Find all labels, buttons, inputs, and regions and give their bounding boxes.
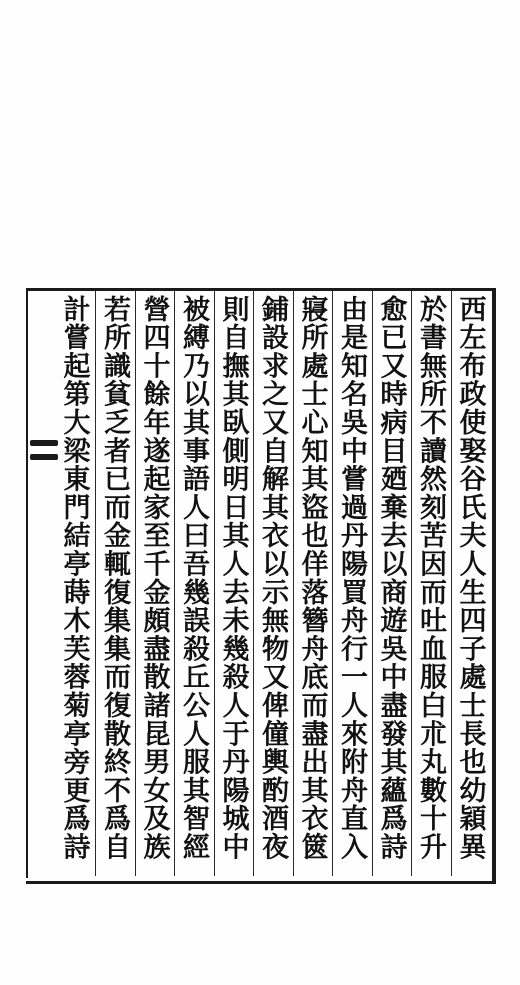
text-column xyxy=(174,291,214,876)
column-text: 西左布政使娶谷氏夫人生四子處士長也幼穎異 xyxy=(454,295,486,861)
column-text: 鋪設求之又自解其衣以示無物又俾僮輿酌酒夜 xyxy=(257,295,288,861)
column-text: 若所識貧乏者已而金輒復集集而復散終不爲自 xyxy=(99,295,130,861)
column-text: 營四十餘年遂起家至千金頗盡散諸昆男女及族 xyxy=(138,295,170,861)
text-columns xyxy=(44,291,490,876)
page-edge-strip xyxy=(26,288,42,878)
column-text: 愈已又時病目廼棄去以商遊吳中盡發其蘊爲詩 xyxy=(375,295,407,861)
text-column xyxy=(372,291,412,876)
column-text: 被縛乃以其事語人曰吾幾誤殺丘公人服其智經 xyxy=(178,295,209,861)
text-column xyxy=(451,291,491,876)
text-column xyxy=(253,291,293,876)
column-text: 由是知名吳中嘗過丹陽買舟行一人來附舟直入 xyxy=(336,295,367,861)
text-column xyxy=(411,291,451,876)
text-column xyxy=(214,291,254,876)
column-text: 則自撫其臥側明日其人去未幾殺人于丹陽城中 xyxy=(217,295,249,861)
column-text: 於書無所不讀然刻苦因而吐血服白朮丸數十升 xyxy=(415,295,446,861)
text-column xyxy=(332,291,372,876)
column-text: 寢所處士心知其盜也佯落簪舟底而盡出其衣篋 xyxy=(296,295,328,861)
text-column xyxy=(293,291,333,876)
text-column xyxy=(56,291,96,876)
text-column xyxy=(135,291,175,876)
column-text: 計嘗起第大梁東門結亭蒔木芙蓉菊亭旁更爲詩 xyxy=(58,295,90,861)
text-column xyxy=(95,291,135,876)
